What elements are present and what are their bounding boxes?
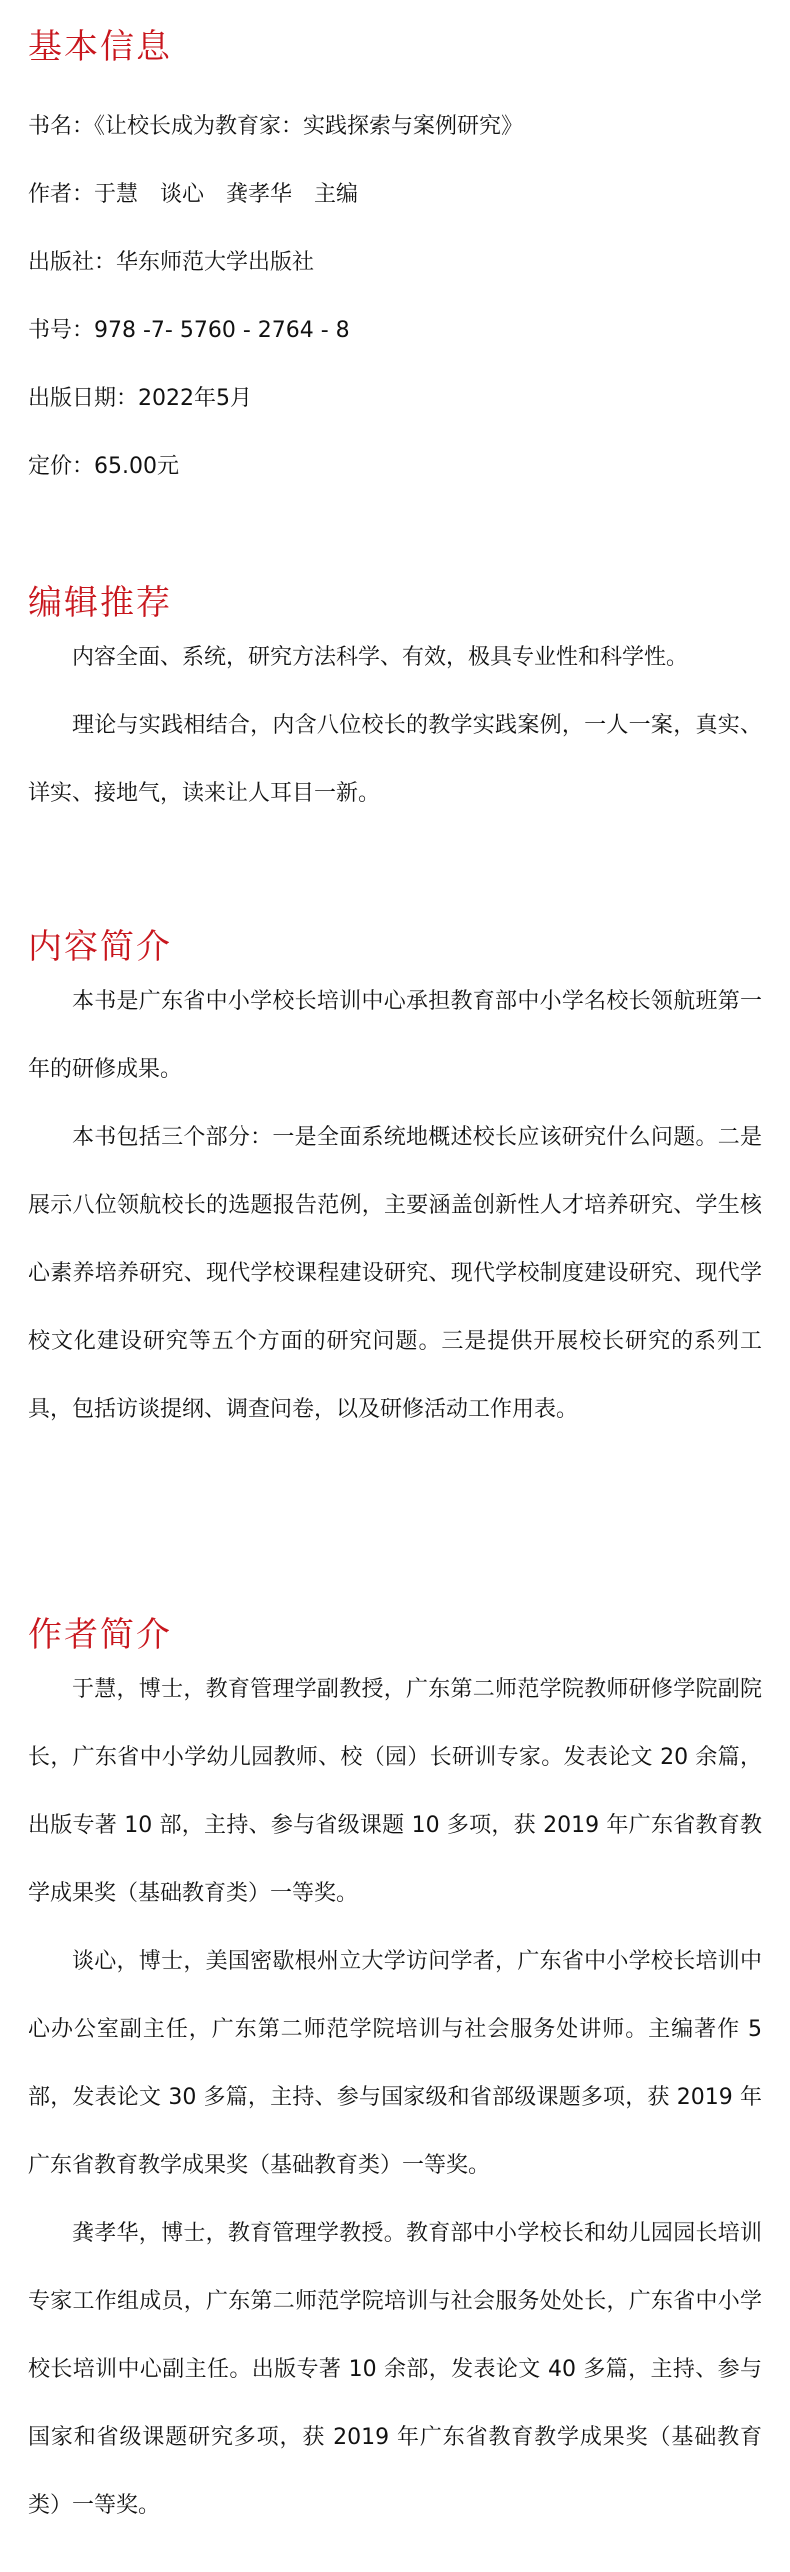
book-pub-date: 出版日期：2022年5月 — [28, 386, 252, 411]
editor-recommend-body — [28, 624, 762, 828]
summary-section — [28, 927, 762, 1422]
basic-info-section — [28, 27, 762, 479]
editor-recommend-paragraph: 理论与实践相结合，内含八位校长的教学实践案例，一人一案，真实、详实、接地气，读来让人耳目一新。 — [28, 713, 762, 806]
book-price: 定价：65.00元 — [28, 454, 179, 479]
author-bio-paragraph: 谈心，博士，美国密歇根州立大学访问学者，广东省中小学校长培训中心办公室副主任，广东第二师范学院培训与社会服务处讲师。主编著作 5 部，发表论文 30 多篇，主持、参与国家级和省部级课题多项，获 2019 年广东省教育教学成果奖（基础教育类）一等奖。 — [28, 1949, 762, 2178]
editor-recommend-heading: 编辑推荐 — [28, 583, 172, 623]
authors-intro-section — [28, 1615, 762, 2518]
book-publisher: 出版社：华东师范大学出版社 — [28, 250, 315, 275]
authors-intro-body — [28, 1656, 762, 2540]
book-authors: 作者：于慧 谈心 龚孝华 主编 — [28, 182, 359, 207]
author-bio-paragraph: 于慧，博士，教育管理学副教授，广东第二师范学院教师研修学院副院长，广东省中小学幼儿园教师、校（园）长研训专家。发表论文 20 余篇，出版专著 10 部，主持、参与省级课题 10 多项，获 2019 年广东省教育教学成果奖（基础教育类）一等奖。 — [28, 1677, 762, 1906]
summary-heading: 内容简介 — [28, 927, 172, 967]
basic-info-heading: 基本信息 — [28, 27, 172, 67]
authors-intro-heading: 作者简介 — [28, 1615, 172, 1655]
summary-paragraph: 本书包括三个部分：一是全面系统地概述校长应该研究什么问题。二是展示八位领航校长的选题报告范例，主要涵盖创新性人才培养研究、学生核心素养培养研究、现代学校课程建设研究、现代学校制度建设研究、现代学校文化建设研究等五个方面的研究问题。三是提供开展校长研究的系列工具，包括访谈提纲、调查问卷，以及研修活动工作用表。 — [28, 1125, 762, 1422]
summary-body — [28, 968, 762, 1444]
editor-recommend-section — [28, 583, 762, 806]
editor-recommend-paragraph: 内容全面、系统，研究方法科学、有效，极具专业性和科学性。 — [72, 645, 689, 670]
author-bio-paragraph: 龚孝华，博士，教育管理学教授。教育部中小学校长和幼儿园园长培训专家工作组成员，广东第二师范学院培训与社会服务处处长，广东省中小学校长培训中心副主任。出版专著 10 余部，发表论文 40 多篇，主持、参与国家和省级课题研究多项，获 2019 年广东省教育教学成果奖（基础教育类）一等奖。 — [28, 2221, 762, 2518]
book-isbn: 书号：978 -7- 5760 - 2764 - 8 — [28, 318, 350, 343]
summary-paragraph: 本书是广东省中小学校长培训中心承担教育部中小学名校长领航班第一年的研修成果。 — [28, 989, 762, 1082]
book-title: 书名：《让校长成为教育家：实践探索与案例研究》 — [28, 114, 524, 139]
